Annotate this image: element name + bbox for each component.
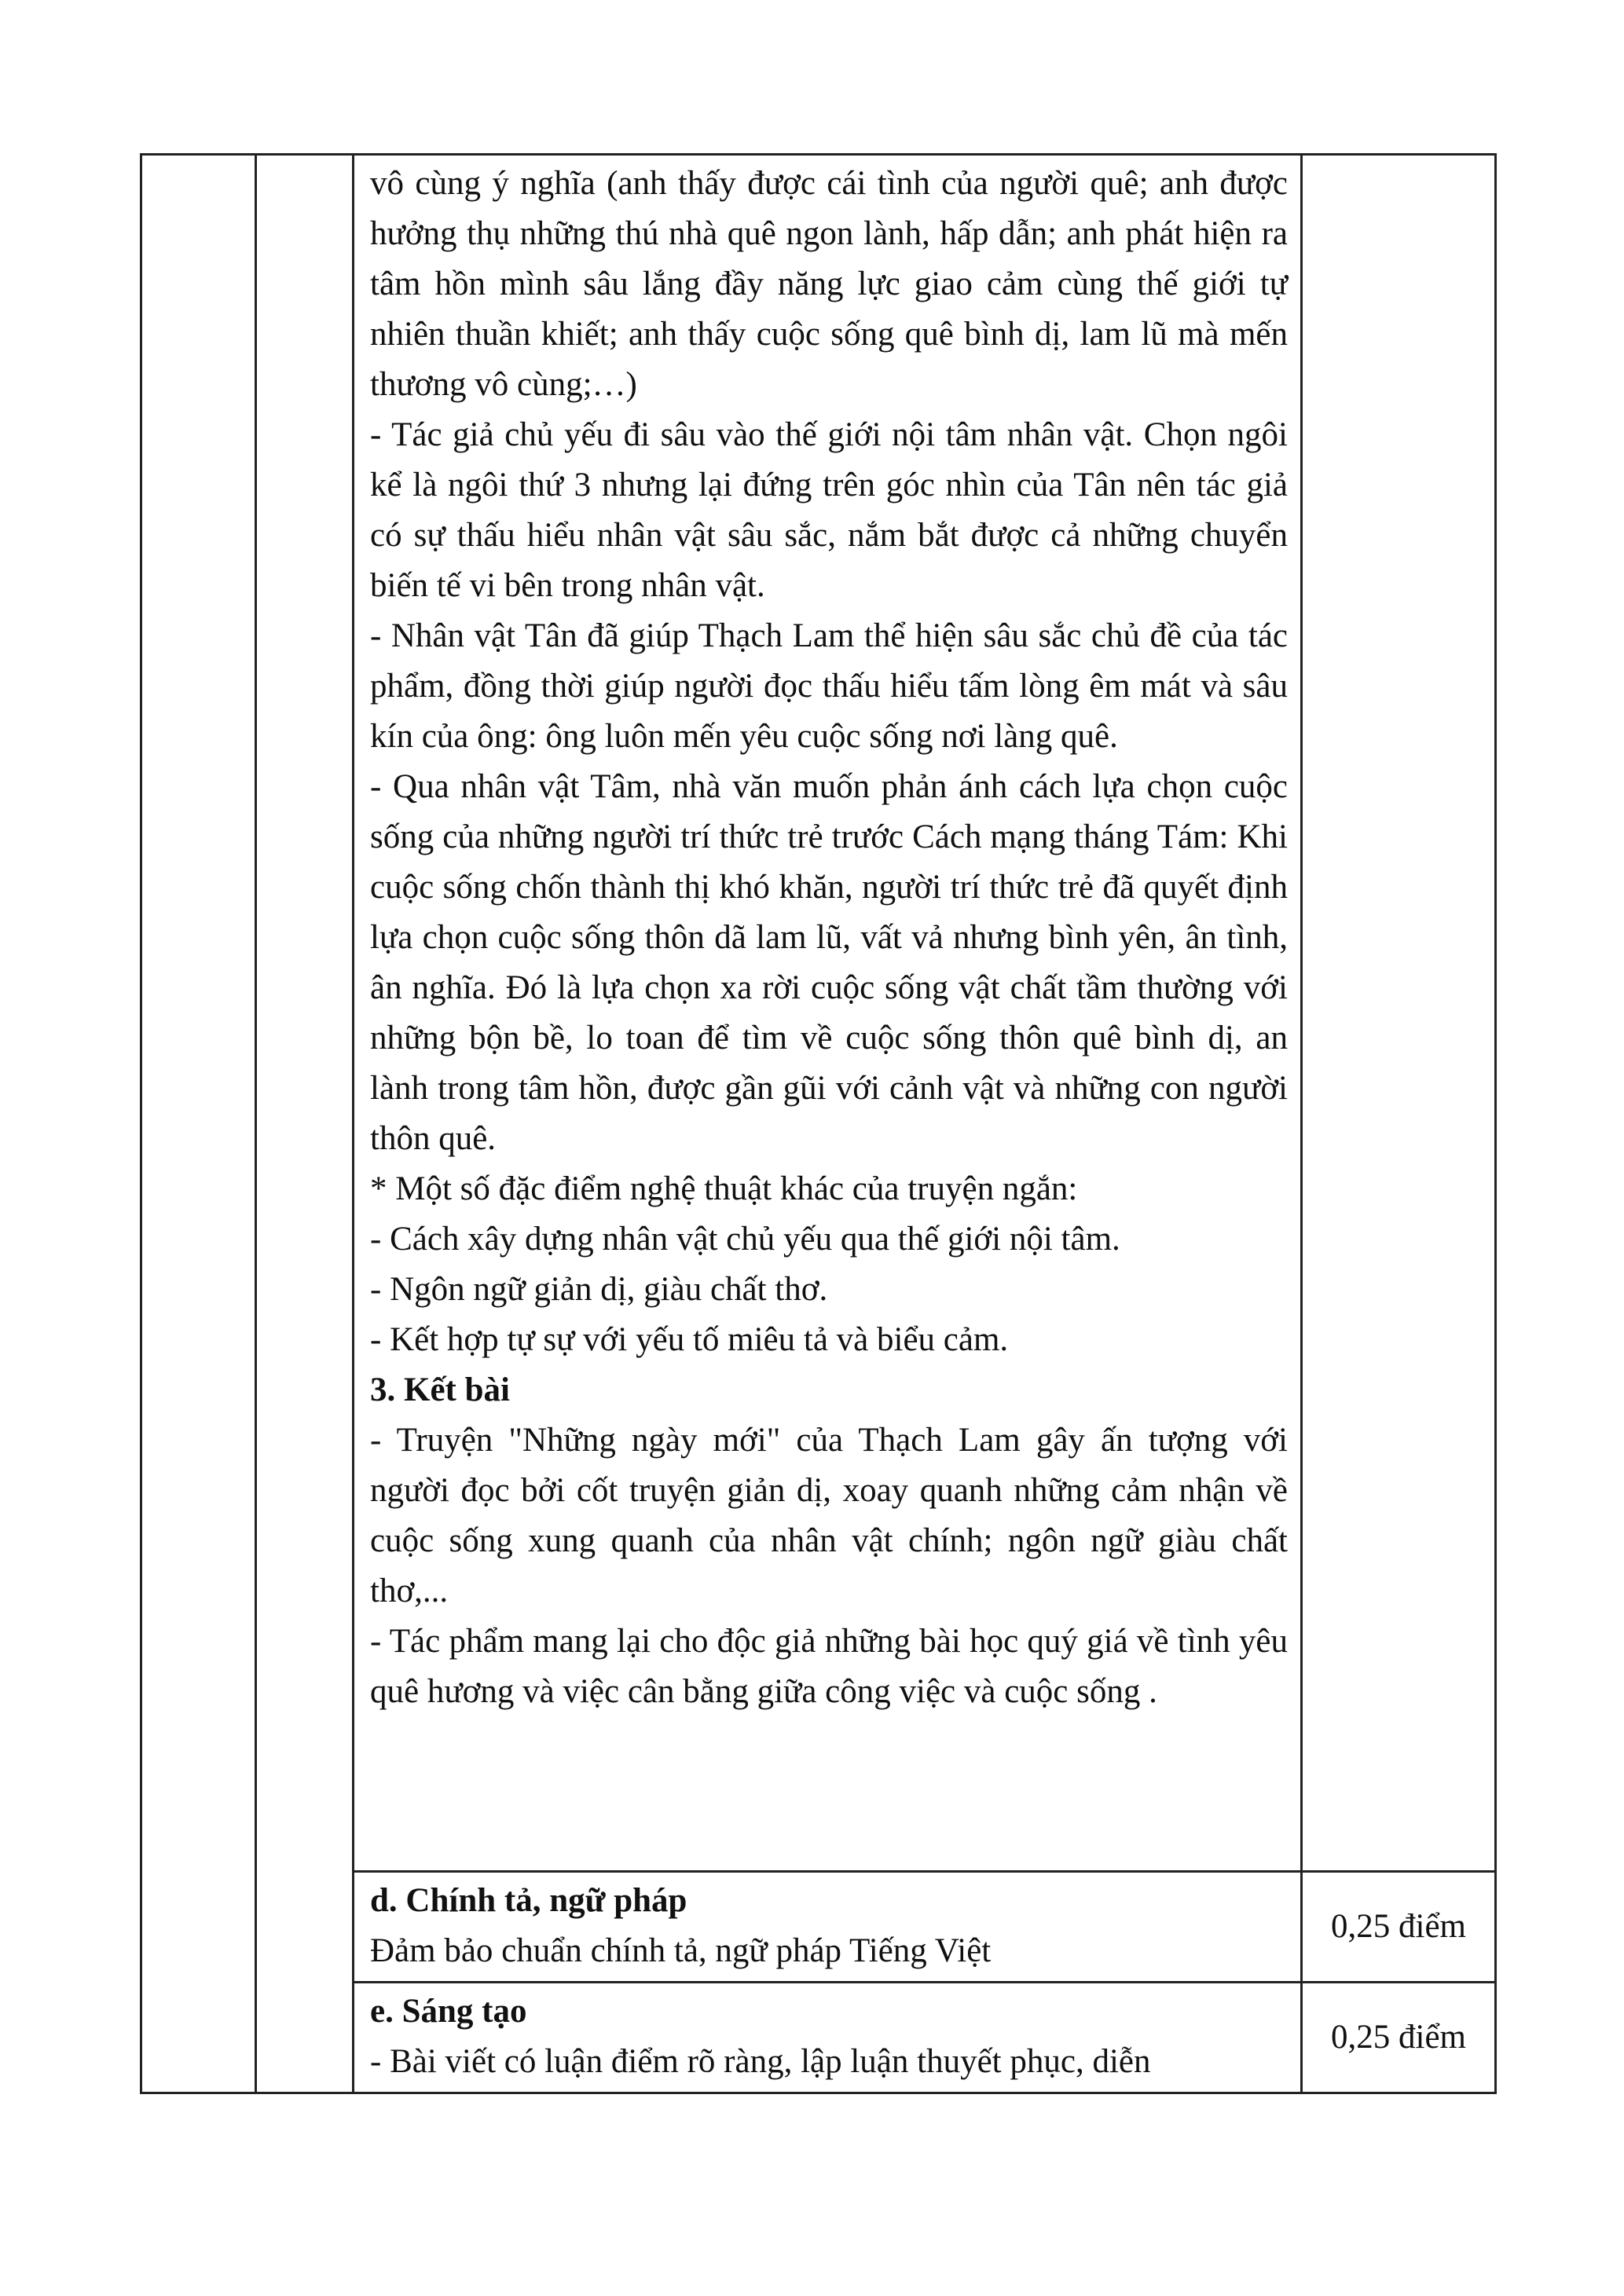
content-cell (354, 1983, 1302, 2093)
paragraph: - Cách xây dựng nhân vật chủ yếu qua thế giới nội tâm. (370, 1221, 1120, 1258)
content-cell (354, 1872, 1302, 1983)
question-number-cell (141, 155, 256, 2093)
paragraph: - Tác phẩm mang lại cho độc giả những bài học quý giá về tình yêu quê hương và việc cân bằng giữa công việc và cuộc sống . (370, 1623, 1288, 1710)
ket-bai-heading: 3. Kết bài (370, 1371, 510, 1408)
grading-table (140, 153, 1497, 2094)
criterion-heading: e. Sáng tạo (370, 1993, 527, 2030)
content-cell (354, 155, 1302, 1872)
paragraph: vô cùng ý nghĩa (anh thấy được cái tình của người quê; anh được hưởng thụ những thú nhà quê ngon lành, hấp dẫn; anh phát hiện ra tâm hồn mình sâu lắng đầy năng lực giao cảm cùng thế giới tự nhiên thuần khiết; anh thấy cuộc sống quê bình dị, lam lũ mà mến thương vô cùng;…) (370, 165, 1288, 403)
criterion-heading: d. Chính tả, ngữ pháp (370, 1882, 687, 1919)
paragraph: - Nhân vật Tân đã giúp Thạch Lam thể hiện sâu sắc chủ đề của tác phẩm, đồng thời giúp người đọc thấu hiểu tấm lòng êm mát và sâu kín của ông: ông luôn mến yêu cuộc sống nơi làng quê. (370, 617, 1288, 755)
paragraph: - Kết hợp tự sự với yếu tố miêu tả và biểu cảm. (370, 1321, 1009, 1358)
criterion-text: - Bài viết có luận điểm rõ ràng, lập luận thuyết phục, diễn (370, 2043, 1151, 2080)
paragraph: - Qua nhân vật Tâm, nhà văn muốn phản ánh cách lựa chọn cuộc sống của những người trí thức trẻ trước Cách mạng tháng Tám: Khi cuộc sống chốn thành thị khó khăn, người trí thức trẻ đã quyết định lựa chọn cuộc sống thôn dã lam lũ, vất vả nhưng bình yên, ân tình, ân nghĩa. Đó là lựa chọn xa rời cuộc sống vật chất tầm thường với những bộn bề, lo toan để tìm về cuộc sống thôn quê bình dị, an lành trong tâm hồn, được gần gũi với cảnh vật và những con người thôn quê. (370, 768, 1288, 1157)
section-cell (256, 155, 354, 2093)
paragraph: - Ngôn ngữ giản dị, giàu chất thơ. (370, 1271, 828, 1308)
paragraph: - Truyện "Những ngày mới" của Thạch Lam gây ấn tượng với người đọc bởi cốt truyện giản dị, xoay quanh những cảm nhận về cuộc sống xung quanh của nhân vật chính; ngôn ngữ giàu chất thơ,... (370, 1422, 1288, 1609)
score-cell (1302, 155, 1496, 1872)
criterion-text: Đảm bảo chuẩn chính tả, ngữ pháp Tiếng Việt (370, 1932, 992, 1969)
table-row (141, 155, 1496, 1872)
score-cell: 0,25 điểm (1302, 1872, 1496, 1983)
score-cell: 0,25 điểm (1302, 1983, 1496, 2093)
paragraph: - Tác giả chủ yếu đi sâu vào thế giới nội tâm nhân vật. Chọn ngôi kể là ngôi thứ 3 nhưng lại đứng trên góc nhìn của Tân nên tác giả có sự thấu hiểu nhân vật sâu sắc, nắm bắt được cả những chuyển biến tế vi bên trong nhân vật. (370, 416, 1288, 604)
paragraph: * Một số đặc điểm nghệ thuật khác của truyện ngắn: (370, 1170, 1078, 1207)
